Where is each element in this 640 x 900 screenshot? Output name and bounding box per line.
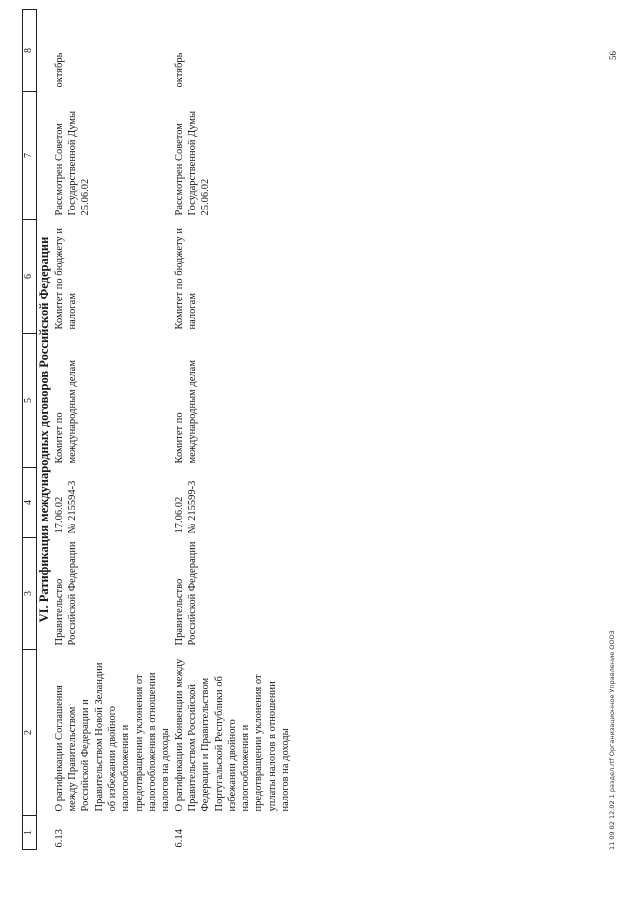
responsible-committee: Комитет по международным делам [173, 360, 198, 464]
document-footer: 11 09 02 12.02 1 раздел.rtf Организационное Управление ООО3 [608, 630, 616, 850]
bill-number: № 215599-3 [186, 480, 198, 534]
review-status: Рассмотрен Советом Государственной Думы 25.06.02 [173, 110, 212, 216]
table-row [173, 10, 293, 850]
bill-date-and-number [173, 468, 293, 538]
column-number-2: 2 [23, 650, 37, 816]
bill-title: О ратификации Соглашения между Правительством Российской Федерации и Правительством Новой Зеландии об избежании двойного налогообложения и предотвращении уклонения от налогообложения в отношении налогов на доходы [53, 662, 172, 812]
column-number-header [23, 10, 37, 850]
scheduled-month: октябрь [53, 52, 65, 88]
column-number-8: 8 [23, 10, 37, 92]
bill-initiator: Правительство Российской Федерации [173, 541, 198, 646]
page-number: 56 [608, 51, 618, 60]
column-number-row [23, 10, 37, 850]
column-number-5: 5 [23, 334, 37, 468]
row-number: 6.13 [53, 829, 65, 848]
table-row [53, 10, 173, 850]
scheduled-month: октябрь [173, 52, 185, 88]
column-number-1: 1 [23, 816, 37, 850]
section-heading-row [36, 10, 52, 850]
bill-title: О ратификации Конвенции между Правительством Российской Федерации и Правительством Португальской Республики об избежании двойного налогообложения и предотвращении уклонения от уплаты налогов в отношении налогов на доходы [173, 658, 292, 812]
co-executor-committee: Комитет по бюджету и налогам [53, 228, 78, 330]
column-number-4: 4 [23, 468, 37, 538]
column-number-7: 7 [23, 92, 37, 220]
co-executor-committee: Комитет по бюджету и налогам [173, 228, 198, 330]
column-number-3: 3 [23, 538, 37, 650]
bill-date: 17.06.02 [173, 496, 185, 534]
column-number-6: 6 [23, 220, 37, 334]
bill-date-and-number [53, 468, 173, 538]
agenda-table [22, 9, 292, 850]
responsible-committee: Комитет по международным делам [53, 360, 78, 464]
section-title: VI. Ратификация международных договоров Российской Федерации [36, 236, 51, 623]
bill-initiator: Правительство Российской Федерации [53, 541, 78, 646]
bill-number: № 215594-3 [66, 480, 78, 534]
bill-date: 17.06.02 [53, 496, 65, 534]
row-number: 6.14 [173, 829, 185, 848]
review-status: Рассмотрен Советом Государственной Думы 25.06.02 [53, 110, 92, 216]
